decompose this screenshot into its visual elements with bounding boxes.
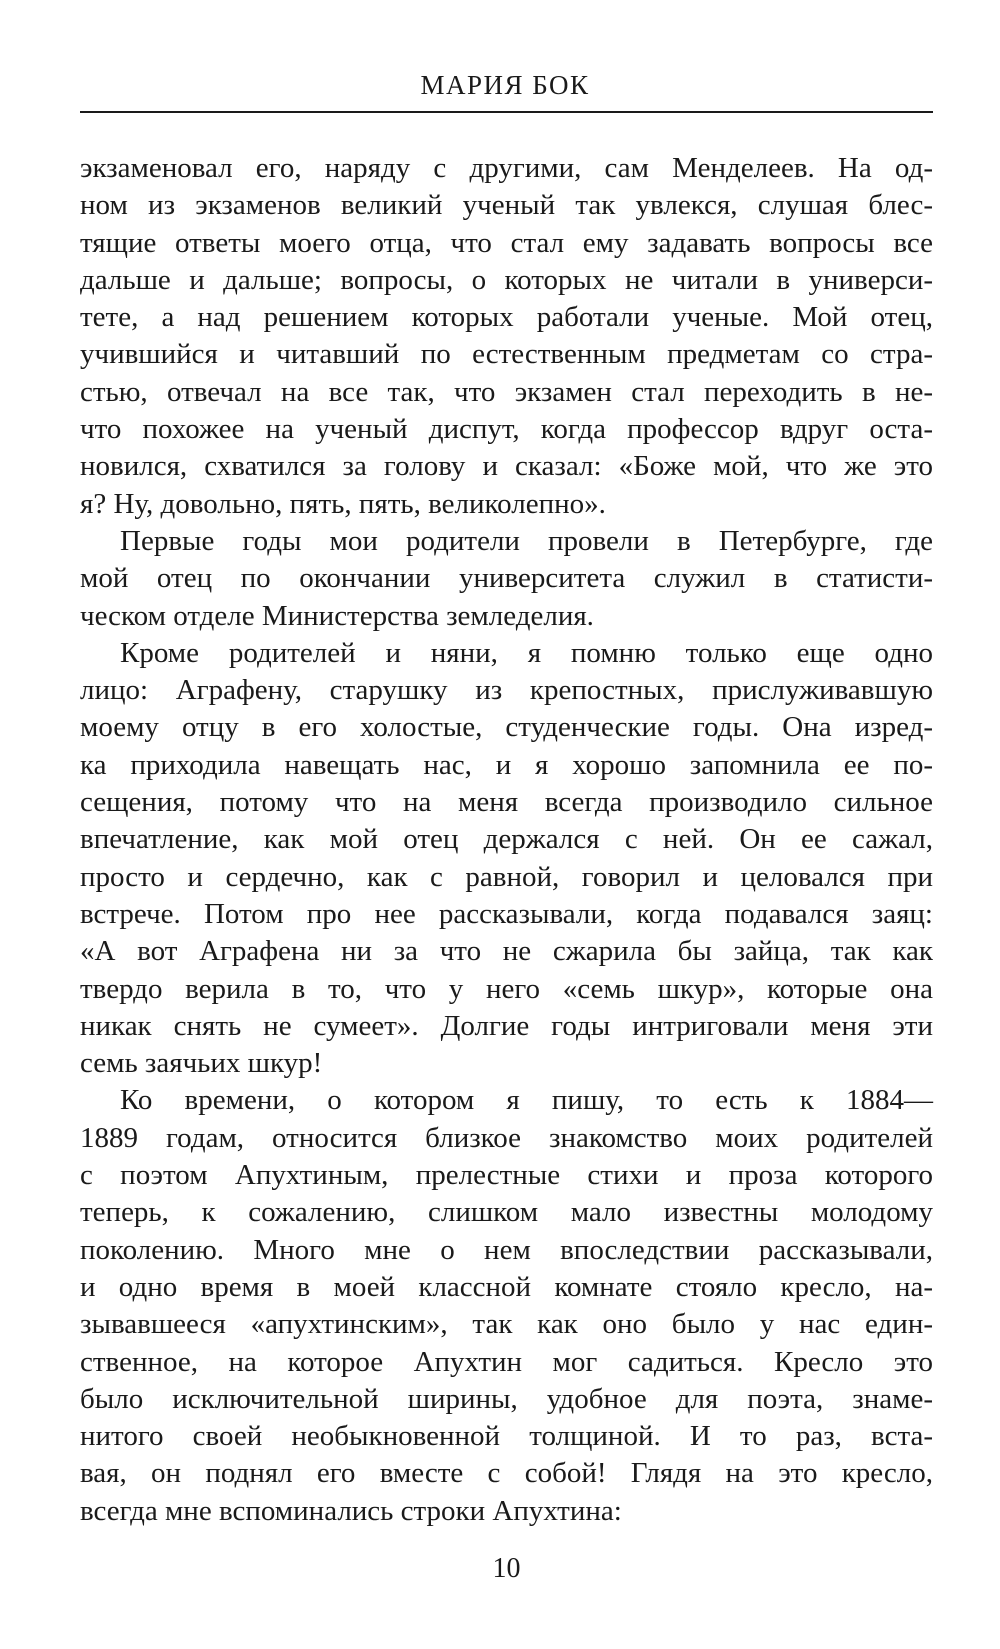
text-line: было исключительной ширины, удобное для поэта, знаме- [80,1382,933,1415]
text-line: новился, схватился за голову и сказал: «Боже мой, что же это [80,450,933,483]
text-line: просто и сердечно, как с равной, говорил и целовался при [80,860,933,893]
text-line: с поэтом Апухтиным, прелестные стихи и проза которого [80,1159,933,1192]
text-line: твердо верила в то, что у него «семь шкур», которые она [80,972,933,1005]
text-line: «А вот Аграфена ни за что не сжарила бы зайца, так как [80,935,933,968]
text-line: встрече. Потом про нее рассказывали, когда подавался заяц: [80,897,933,930]
text-line: вая, он поднял его вместе с собой! Глядя на это кресло, [80,1457,933,1490]
page-number: 10 [492,1553,521,1584]
text-line: стью, отвечал на все так, что экзамен стал переходить в не- [80,375,933,408]
text-line: ка приходила навещать нас, и я хорошо запомнила ее по- [80,748,933,781]
running-head: МАРИЯ БОК [420,70,590,100]
text-line: Кроме родителей и няни, я помню только еще одно [120,636,933,669]
paragraph [80,150,933,523]
text-line: никак снять не сумеет». Долгие годы интриговали меня эти [80,1009,933,1042]
text-line: теперь, к сожалению, слишком мало известны молодому [80,1196,933,1229]
text-line: всегда мне вспоминались строки Апухтина: [80,1494,622,1527]
paragraph [80,635,933,1083]
text-line: мой отец по окончании университета служил в статисти- [80,562,933,595]
text-line: поколению. Много мне о нем впоследствии рассказывали, [80,1233,933,1266]
paragraph [80,1082,933,1530]
text-line: тете, а над решением которых работали ученые. Мой отец, [80,301,933,334]
text-line: семь заячьих шкур! [80,1047,323,1080]
text-line: ственное, на которое Апухтин мог садиться. Кресло это [80,1345,933,1378]
text-line: моему отцу в его холостые, студенческие годы. Она изред- [80,711,933,744]
text-line: я? Ну, довольно, пять, пять, великолепно». [80,487,606,520]
text-line: Первые годы мои родители провели в Петербурге, где [120,524,933,557]
text-line: учившийся и читавший по естественным предметам со стра- [80,338,933,371]
text-line: 1889 годам, относится близкое знакомство моих родителей [80,1121,933,1154]
text-line: что похожее на ученый диспут, когда профессор вдруг оста- [80,413,933,446]
text-line: ческом отделе Министерства земледелия. [80,599,594,632]
text-line: нитого своей необыкновенной толщиной. И то раз, вста- [80,1420,933,1453]
text-line: впечатление, как мой отец держался с ней. Он ее сажал, [80,823,933,856]
text-line: лицо: Аграфену, старушку из крепостных, прислуживавшую [80,674,933,707]
body-text [80,150,933,1530]
text-line: и одно время в моей классной комнате стояло кресло, на- [80,1270,933,1303]
header-rule [80,111,933,113]
text-line: зывавшееся «апухтинским», так как оно было у нас един- [80,1308,933,1341]
text-line: экзаменовал его, наряду с другими, сам Менделеев. На од- [80,152,933,184]
paragraph [80,523,933,635]
text-line: Ко времени, о котором я пишу, то есть к 1884— [120,1084,933,1117]
text-line: ном из экзаменов великий ученый так увлекся, слушая блес- [80,189,933,222]
text-line: дальше и дальше; вопросы, о которых не читали в универси- [80,263,933,296]
text-line: тящие ответы моего отца, что стал ему задавать вопросы все [80,226,933,259]
text-line: сещения, потому что на меня всегда производило сильное [80,786,933,819]
